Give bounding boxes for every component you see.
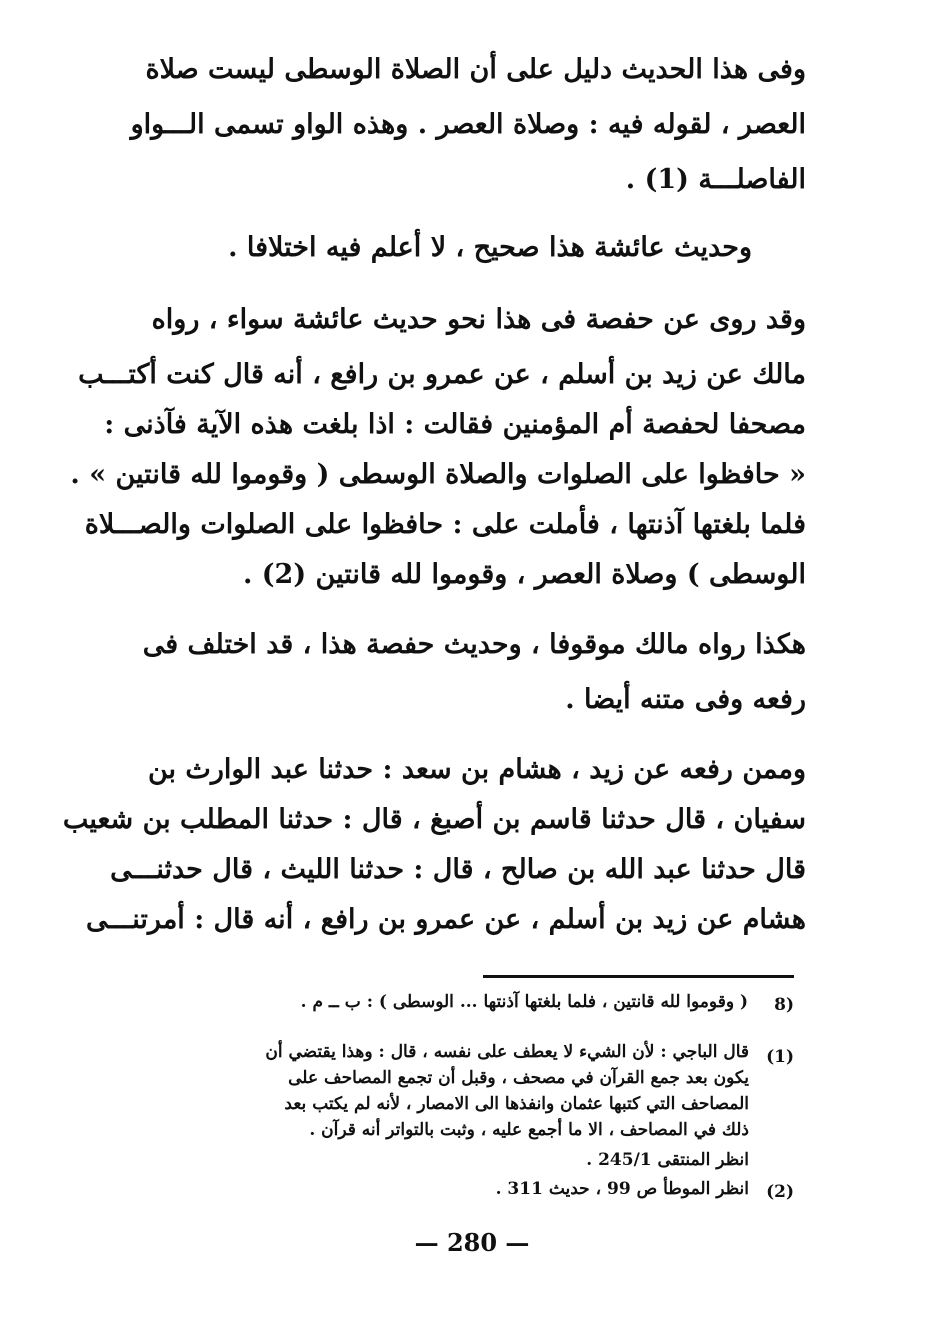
footnote-1-line: المصاحف التي كتبها عثمان وانفذها الى الامصار ، لأنه لم يكتب بعد [284,1094,749,1114]
body-line-4: وحديث عائشة هذا صحيح ، لا أعلم فيه اختلافا . [228,232,752,263]
body-line-13: وممن رفعه عن زيد ، هشام بن سعد : حدثنا عبد الوارث بن [147,754,806,785]
page-number: — 280 — [414,1228,530,1257]
body-line-11: هكذا رواه مالك موقوفا ، وحديث حفصة هذا ، قد اختلف فى [142,629,806,660]
body-line-10: الوسطى ) وصلاة العصر ، وقوموا لله قانتين (2) . [242,559,806,590]
footnote-1-line: يكون بعد جمع القرآن في مصحف ، وقبل أن تجمع المصاحف على [288,1068,749,1088]
footnote-2-text: انظر الموطأ ص 99 ، حديث 311 . [495,1179,749,1199]
footnote-separator [483,975,794,978]
body-line-14: سفيان ، قال حدثنا قاسم بن أصبغ ، قال : حدثنا المطلب بن شعيب [62,804,806,835]
footnote-1-marker: (1) [766,1047,794,1067]
footnote-1-line: قال الباجي : لأن الشيء لا يعطف على نفسه ، قال : وهذا يقتضي أن [265,1042,749,1062]
footnote-1-line: ذلك في المصاحف ، الا ما أجمع عليه ، وثبت بالتواتر أنه قرآن . [309,1120,749,1140]
body-line-9: فلما بلغتها آذنتها ، فأملت على : حافظوا على الصلوات والصـــلاة [84,509,806,540]
body-line-15: قال حدثنا عبد الله بن صالح ، قال : حدثنا الليث ، قال حدثنـــى [110,854,806,885]
body-line-5: وقد روى عن حفصة فى هذا نحو حديث عائشة سواء ، رواه [151,304,806,335]
footnote-variant-marker: 8) [774,995,794,1015]
body-line-2: العصر ، لقوله فيه : وصلاة العصر . وهذه الواو تسمى الـــواو [130,109,806,140]
footnote-2-marker: (2) [766,1182,794,1202]
body-line-3: الفاصلـــة (1) . [625,164,806,195]
body-line-6: مالك عن زيد بن أسلم ، عن عمرو بن رافع ، أنه قال كنت أكتـــب [78,359,806,390]
body-line-8: « حافظوا على الصلوات والصلاة الوسطى ( وقوموا لله قانتين » . [70,459,806,490]
footnote-1-line: انظر المنتقى 245/1 . [586,1150,749,1170]
footnote-variant-text: ( وقوموا لله قانتين ، فلما بلغتها آذنتها ... الوسطى ) : ب ــ م . [300,992,748,1012]
body-line-1: وفى هذا الحديث دليل على أن الصلاة الوسطى ليست صلاة [145,54,806,85]
body-line-16: هشام عن زيد بن أسلم ، عن عمرو بن رافع ، أنه قال : أمرتنـــى [86,904,806,935]
body-line-12: رفعه وفى متنه أيضا . [565,684,806,715]
body-line-7: مصحفا لحفصة أم المؤمنين فقالت : اذا بلغت هذه الآية فآذنى : [104,409,806,440]
